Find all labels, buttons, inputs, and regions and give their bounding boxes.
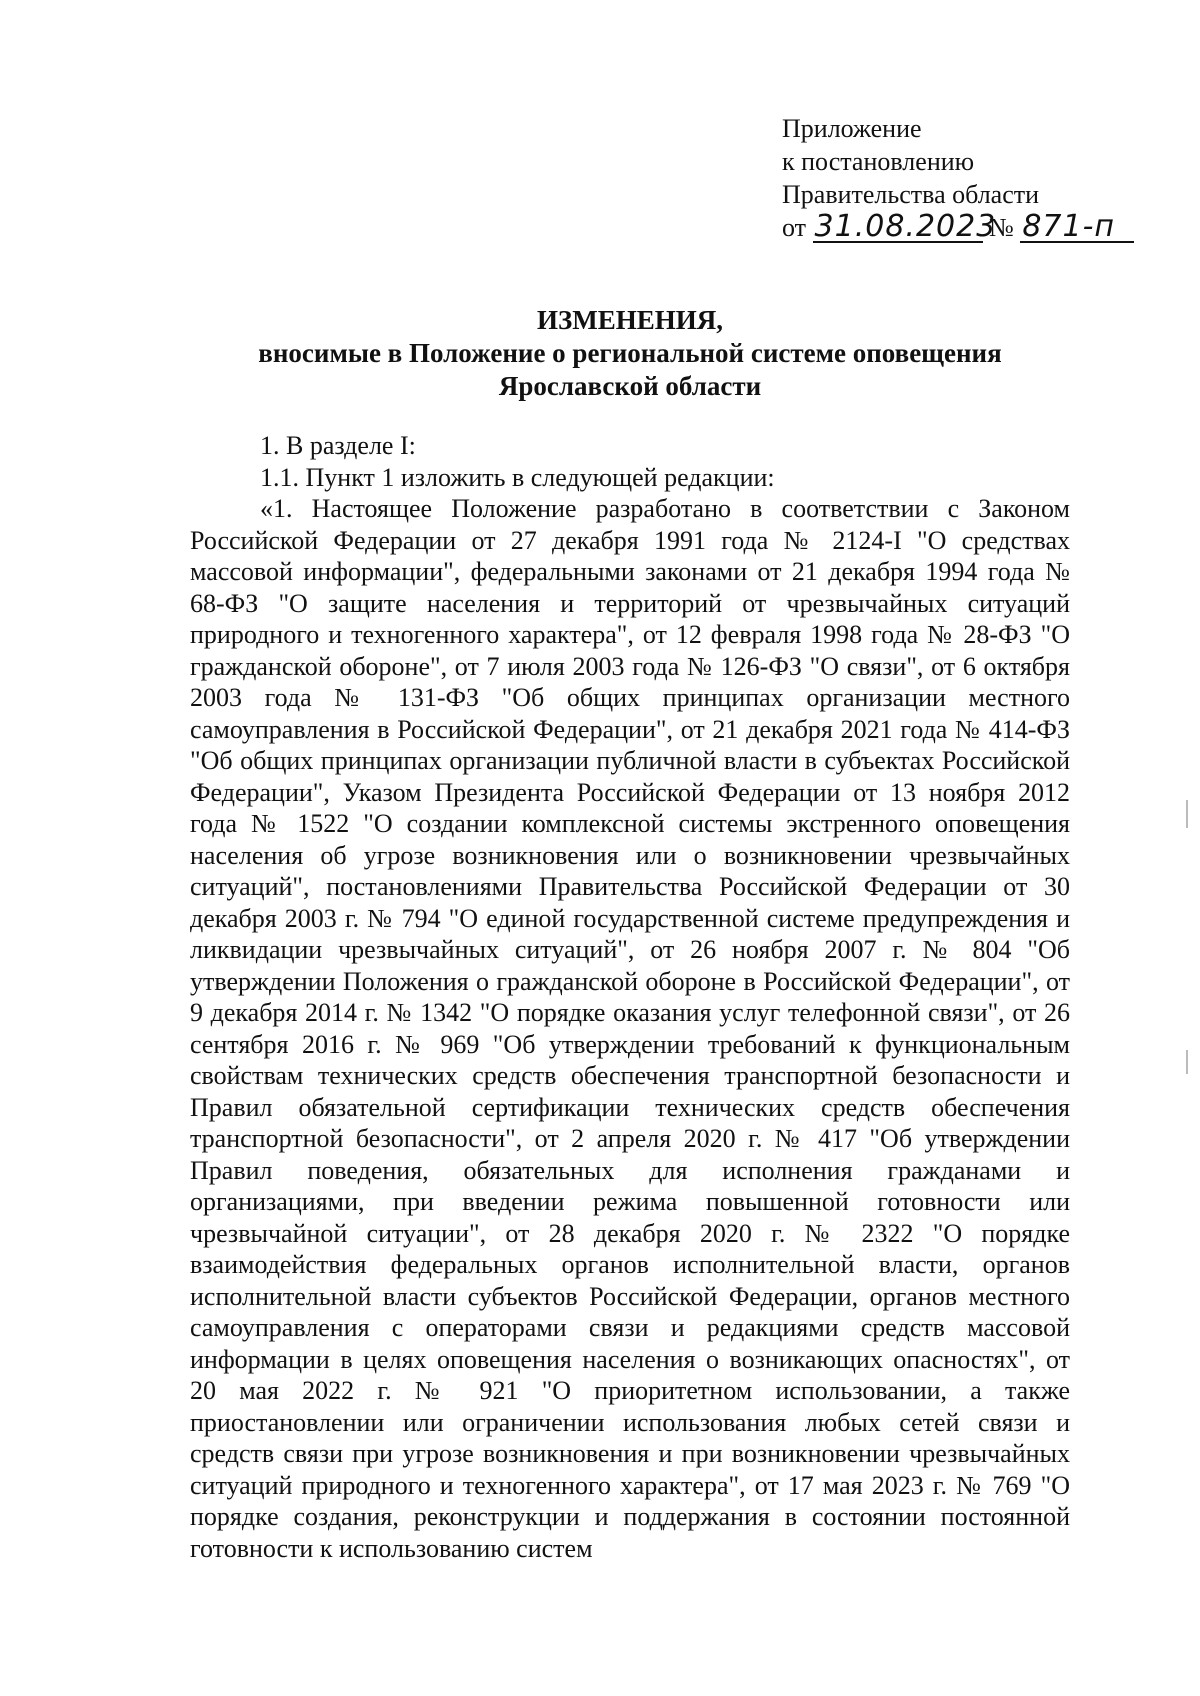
handwritten-date: 31.08.2023	[814, 209, 997, 244]
title-line-2: вносимые в Положение о региональной системе оповещения	[258, 338, 1002, 368]
appendix-line-1: Приложение	[782, 114, 922, 143]
document-body	[190, 430, 1070, 1564]
appendix-date-line	[782, 211, 1134, 244]
scan-artifact	[1186, 1050, 1188, 1074]
handwritten-number: 871-п	[1020, 213, 1134, 243]
appendix-line-2: к постановлению	[782, 147, 975, 176]
number-sign: №	[989, 213, 1014, 242]
title-line-3: Ярославской области	[498, 371, 762, 401]
scan-artifact	[1186, 800, 1188, 828]
item-1: 1. В разделе I:	[260, 431, 416, 460]
quoted-paragraph: «1. Настоящее Положение разработано в соответствии с Законом Российской Федерации от 27 декабря 1991 года № 2124-I "О средствах массовой информации", федеральными законами от 21 декабря 1994 года № 68-ФЗ "О защите населения и территорий от чрезвычайных ситуаций природного и техногенного характера", от 12 февраля 1998 года № 28-ФЗ "О гражданской обороне", от 7 июля 2003 года № 126-ФЗ "О связи", от 6 октября 2003 года № 131-ФЗ "Об общих принципах организации местного самоуправления в Российской Федерации", от 21 декабря 2021 года № 414-ФЗ "Об общих принципах организации публичной власти в субъектах Российской Федерации", Указом Президента Российской Федерации от 13 ноября 2012 года № 1522 "О создании комплексной системы экстренного оповещения населения об угрозе возникновения или о возникновении чрезвычайных ситуаций", постановлениями Правительства Российской Федерации от 30 декабря 2003 г. № 794 "О единой государственной системе предупреждения и ликвидации чрезвычайных ситуаций", от 26 ноября 2007 г. № 804 "Об утверждении Положения о гражданской обороне в Российской Федерации", от 9 декабря 2014 г. № 1342 "О порядке оказания услуг телефонной связи", от 26 сентября 2016 г. № 969 "Об утверждении требований к функциональным свойствам технических средств обеспечения транспортной безопасности и Правил обязательной сертификации технических средств обеспечения транспортной безопасности", от 2 апреля 2020 г. № 417 "Об утверждении Правил поведения, обязательных для исполнения гражданами и организациями, при введении режима повышенной готовности или чрезвычайной ситуации", от 28 декабря 2020 г. № 2322 "О порядке взаимодействия федеральных органов исполнительной власти, органов исполнительной власти субъектов Российской Федерации, органов местного самоуправления с операторами связи и редакциями средств массовой информации в целях оповещения населения о возникающих опасностях", от 20 мая 2022 г. № 921 "О приоритетном использовании, а также приостановлении или ограничении использования любых сетей связи и средств связи при угрозе возникновения и при возникновении чрезвычайных ситуаций природного и техногенного характера", от 17 мая 2023 г. № 769 "О порядке создания, реконструкции и поддержания в состоянии постоянной готовности к использованию систем	[190, 494, 1070, 1563]
appendix-header	[782, 112, 1134, 244]
document-title	[190, 304, 1070, 403]
date-prefix: от	[782, 213, 807, 242]
title-line-1: ИЗМЕНЕНИЯ,	[536, 305, 723, 335]
appendix-line-3: Правительства области	[782, 180, 1040, 209]
item-1-1: 1.1. Пункт 1 изложить в следующей редакции:	[260, 462, 775, 492]
